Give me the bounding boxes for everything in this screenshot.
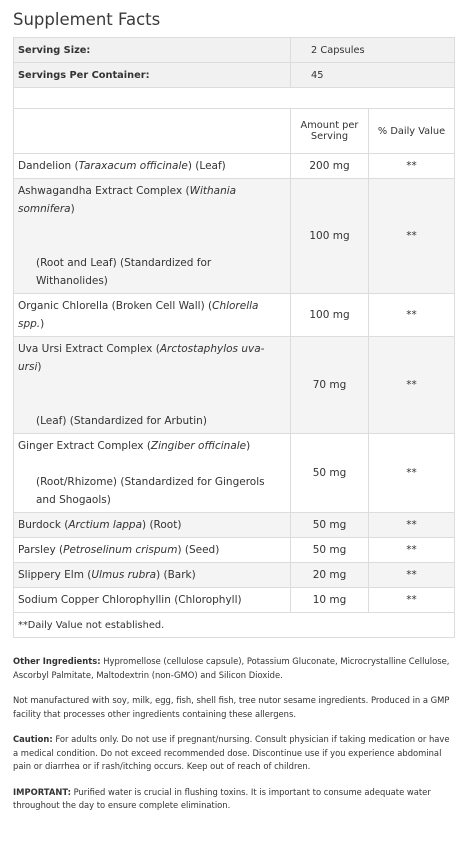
notes-section (13, 655, 454, 813)
ingredient-name: Slippery Elm (Ulmus rubra) (Bark) (14, 563, 291, 588)
ingredient-detail: (Root and Leaf) (Standardized for Withanolides) (36, 257, 212, 287)
serving-size-row (14, 38, 455, 63)
ingredient-row (14, 513, 455, 538)
ingredient-name: Dandelion (Taraxacum officinale) (Leaf) (14, 154, 291, 179)
ingredient-daily-value: ** (369, 538, 455, 563)
ingredient-row (14, 154, 455, 179)
serving-size-label: Serving Size: (14, 38, 291, 63)
ingredient-daily-value: ** (369, 563, 455, 588)
supplement-facts-table (13, 37, 455, 638)
page-title: Supplement Facts (13, 10, 161, 29)
ingredient-daily-value: ** (369, 434, 455, 513)
ingredient-name: Ginger Extract Complex (Zingiber officinale) (Root/Rhizome) (Standardized for Gingerols and Shogaols) (14, 434, 291, 513)
ingredient-name: Sodium Copper Chlorophyllin (Chlorophyll) (14, 588, 291, 613)
ingredient-daily-value: ** (369, 337, 455, 434)
important-statement: IMPORTANT: Purified water is crucial in flushing toxins. It is important to consume adequate water throughout the day to ensure complete elimination. (13, 786, 431, 810)
ingredient-row (14, 588, 455, 613)
ingredient-amount: 100 mg (291, 179, 369, 294)
other-ingredients: Other Ingredients: Hypromellose (cellulose capsule), Potassium Gluconate, Microcrystalline Cellulose, Ascorbyl Palmitate, Maltodextrin (non-GMO) and Silicon Dioxide. (13, 656, 450, 680)
ingredient-daily-value: ** (369, 179, 455, 294)
ingredient-row (14, 434, 455, 513)
ingredient-name: Organic Chlorella (Broken Cell Wall) (Chlorella spp.) (14, 294, 291, 337)
ingredient-name: Parsley (Petroselinum crispum) (Seed) (14, 538, 291, 563)
ingredient-row (14, 337, 455, 434)
allergen-statement: Not manufactured with soy, milk, egg, fish, shell fish, tree nutor sesame ingredients. Produced in a GMP facility that processes other ingredients containing these allergens. (13, 695, 450, 719)
ingredient-amount: 50 mg (291, 434, 369, 513)
amount-column-header: Amount per Serving (291, 109, 369, 154)
ingredient-amount: 50 mg (291, 513, 369, 538)
ingredient-amount: 100 mg (291, 294, 369, 337)
servings-per-container-row (14, 63, 455, 88)
ingredient-row (14, 179, 455, 294)
servings-per-container-label: Servings Per Container: (14, 63, 291, 88)
ingredient-daily-value: ** (369, 154, 455, 179)
ingredient-rows (14, 154, 455, 613)
ingredient-detail: (Root/Rhizome) (Standardized for Gingerols and Shogaols) (36, 476, 265, 506)
ingredient-daily-value: ** (369, 294, 455, 337)
ingredient-amount: 50 mg (291, 538, 369, 563)
ingredient-name: Burdock (Arctium lappa) (Root) (14, 513, 291, 538)
ingredient-amount: 10 mg (291, 588, 369, 613)
ingredient-name: Uva Ursi Extract Complex (Arctostaphylos uva-ursi) (Leaf) (Standardized for Arbutin) (14, 337, 291, 434)
caution-statement: Caution: For adults only. Do not use if pregnant/nursing. Consult physician if taking medication or have a medical condition. Do not exceed recommended dose. Discontinue use if you experience abdominal pain or diarrhea or if rash/itching occurs. Keep out of reach of children. (13, 734, 450, 771)
servings-per-container-value: 45 (291, 63, 455, 88)
ingredient-row (14, 538, 455, 563)
ingredient-detail: (Leaf) (Standardized for Arbutin) (36, 415, 207, 427)
supplement-facts-page (13, 9, 468, 813)
ingredient-daily-value: ** (369, 513, 455, 538)
ingredient-row (14, 294, 455, 337)
column-header-row (14, 109, 455, 154)
ingredient-amount: 70 mg (291, 337, 369, 434)
serving-size-value: 2 Capsules (291, 38, 455, 63)
ingredient-amount: 20 mg (291, 563, 369, 588)
footnote-row (14, 613, 455, 638)
ingredient-row (14, 563, 455, 588)
dv-column-header: % Daily Value (369, 109, 455, 154)
ingredient-daily-value: ** (369, 588, 455, 613)
footnote: **Daily Value not established. (14, 613, 455, 638)
ingredient-amount: 200 mg (291, 154, 369, 179)
ingredient-name: Ashwagandha Extract Complex (Withania somnifera) (Root and Leaf) (Standardized for Withanolides) (14, 179, 291, 294)
